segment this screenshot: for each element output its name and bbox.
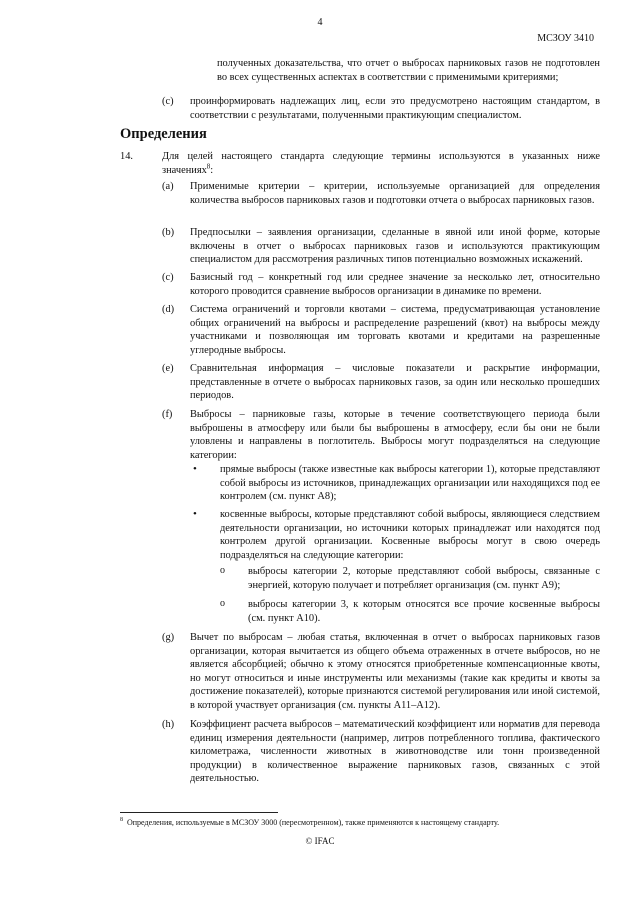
- subitem-category3-text: выбросы категории 3, к которым относятся все прочие косвенные выбросы (см. пункт A10).: [248, 599, 600, 624]
- footnote: [120, 818, 595, 828]
- section-heading: Определения: [120, 126, 207, 142]
- para-14-end: :: [210, 164, 214, 176]
- footnote-ref: 8: [206, 162, 211, 171]
- definition-h-text: Коэффициент расчета выбросов – математический коэффициент или норматив для перевода единиц измерения деятельности (например, литров потребленного топлива, фактического километража, численности животных в животноводстве или тонн произведенной продукции) в количественное выражение парниковых газов, связанных с этой деятельностью.: [190, 719, 600, 785]
- bullet-direct-symbol: •: [193, 463, 197, 475]
- definition-g-text: Вычет по выбросам – любая статья, включенная в отчет о выбросах парниковых газов организации, которая вычитается из общего объема отраженных в отчете выбросов, но не является абсорбцией; обычно к этому относятся приобретенные компенсационные квоты, но могут относиться и иные инструменты или механизмы (такие как кредиты и квоты за достижение показателей), которые признаются системой регулирования или иной системой, в которой участвует организация (см. пункты A11–A12).: [190, 632, 600, 711]
- footnote-text: Определения, используемые в МСЗОУ 3000 (пересмотренном), также применяются к настоящему стандарту.: [127, 818, 500, 827]
- subitem-category3-symbol: o: [220, 598, 225, 609]
- definition-a-text: Применимые критерии – критерии, используемые организацией для определения количества выбросов парниковых газов и подготовки отчета о выбросах парниковых газов.: [190, 181, 600, 206]
- definition-f-marker: (f): [162, 409, 173, 420]
- definition-c-text: Базисный год – конкретный год или среднее значение за несколько лет, относительно которого проводится сравнение выбросов организации в динамике по времени.: [190, 272, 600, 297]
- copyright: © IFAC: [305, 836, 335, 846]
- bullet-indirect-text: косвенные выбросы, которые представляют собой выбросы, являющиеся следствием деятельности организации, но источники которых принадлежат или находятся под контролем другой организации. Косвенные выбросы могут в свою очередь подразделяться на следующие категории:: [220, 509, 600, 561]
- para-14-body: Для целей настоящего стандарта следующие термины используются в указанных ниже значениях: [162, 151, 600, 176]
- footnote-divider: [120, 812, 278, 813]
- subitem-category2-symbol: o: [220, 565, 225, 576]
- para-14-number: 14.: [120, 151, 133, 162]
- footnote-number: 8: [120, 817, 123, 824]
- definition-b-marker: (b): [162, 227, 175, 238]
- definition-g-marker: (g): [162, 632, 175, 643]
- definition-f-text: Выбросы – парниковые газы, которые в течение соответствующего периода были выброшены в атмосферу или были бы выброшены в атмосферу, если бы они не были уловлены и направлены в поглотитель. Выбросы могут подразделяться на следующие категории:: [190, 409, 600, 461]
- bullet-direct-text: прямые выбросы (также известные как выбросы категории 1), которые представляют собой выбросы из источников, принадлежащих организации или находящихся под ее контролем (см. пункт A8);: [220, 464, 600, 503]
- page-number: 4: [317, 17, 323, 28]
- definition-h-marker: (h): [162, 719, 175, 730]
- definition-c-marker: (c): [162, 272, 174, 283]
- definition-d-text: Система ограничений и торговли квотами – система, предусматривающая установление общих ограничений на выбросы и распределение разрешений (квот) на выбросы между участниками и позволяющая им торговать квотами и кредитами на разрешенные углеродные выбросы.: [190, 304, 600, 356]
- para-14-text: [162, 150, 600, 177]
- definition-d-marker: (d): [162, 304, 175, 315]
- definition-e-marker: (e): [162, 363, 174, 374]
- item-c-text: проинформировать надлежащих лиц, если это предусмотрено настоящим стандартом, в соответствии с результатами, полученными практикующим специалистом.: [190, 96, 600, 121]
- document-code: МСЗОУ 3410: [537, 33, 594, 44]
- definition-e-text: Сравнительная информация – числовые показатели и раскрытие информации, представленные в отчете о выбросах парниковых газов, за один или несколько прошедших периодов.: [190, 363, 600, 402]
- subitem-category2-text: выбросы категории 2, которые представляют собой выбросы, связанные с энергией, которую получает и потребляет организация (см. пункт A9);: [248, 566, 600, 591]
- intro-continuation: полученных доказательства, что отчет о выбросах парниковых газов не подготовлен во всех существенных аспектах в соответствии с применимыми критериями;: [217, 58, 600, 83]
- item-c-marker: (c): [162, 96, 174, 107]
- definition-a-marker: (a): [162, 181, 174, 192]
- definition-b-text: Предпосылки – заявления организации, сделанные в явной или иной форме, которые включены в отчет о выбросах парниковых газов и используются практикующим специалистом для рассмотрения различных типов потенциально возможных искажений.: [190, 227, 600, 266]
- bullet-indirect-symbol: •: [193, 508, 197, 520]
